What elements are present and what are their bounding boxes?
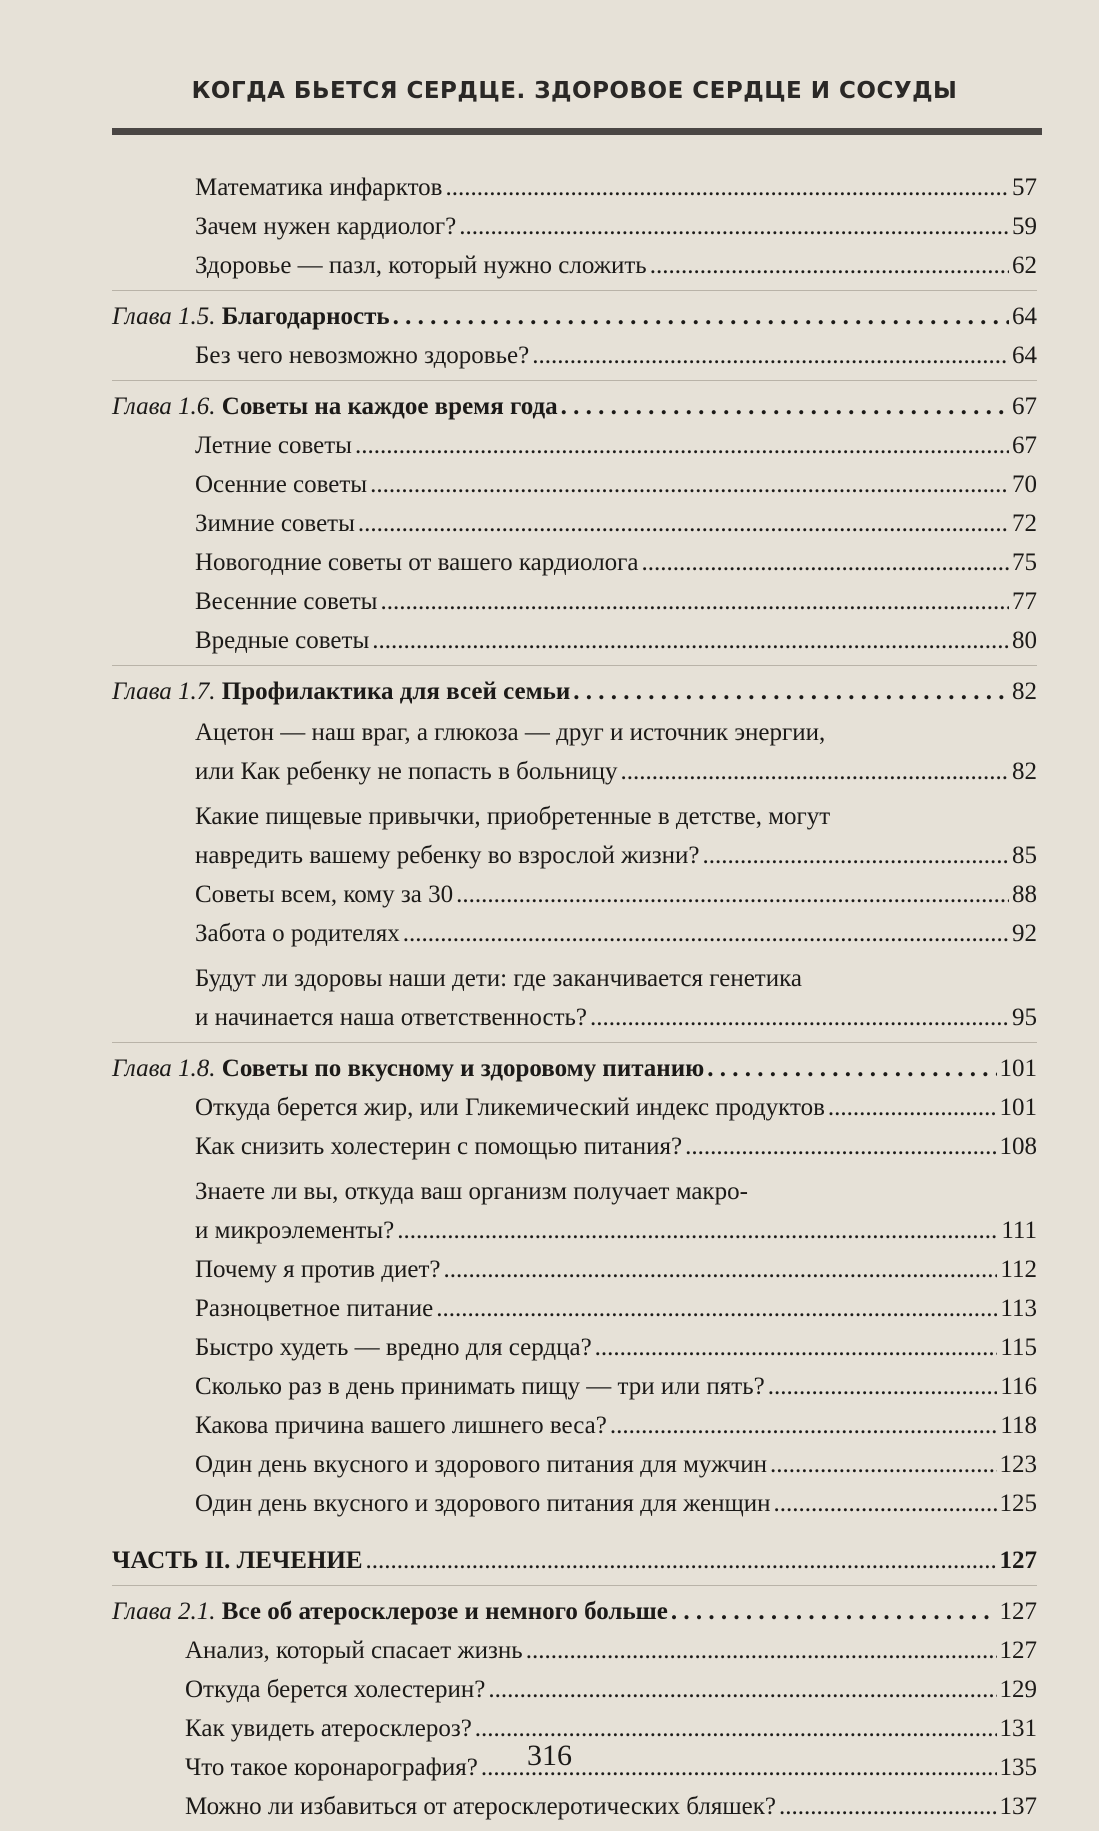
- divider: [112, 290, 1037, 291]
- toc-entry: Забота о родителях ..... 92: [112, 914, 1037, 953]
- running-head: КОГДА БЬЕТСЯ СЕРДЦЕ. ЗДОРОВОЕ СЕРДЦЕ И СОСУДЫ: [191, 78, 958, 104]
- toc-entry: Летние советы ..... 67: [112, 426, 1037, 465]
- toc-entry: Почему я против диет? ..... 112: [112, 1250, 1037, 1289]
- divider: [112, 380, 1037, 381]
- toc-entry: Вредные советы ..... 80: [112, 621, 1037, 660]
- toc-entry: Один день вкусного и здорового питания для мужчин ..... 123: [112, 1445, 1037, 1484]
- toc-chapter: Глава 1.7. Профилактика для всей семьи . . . 82: [112, 672, 1037, 711]
- toc-entry: Новогодние советы от вашего кардиолога ..... 75: [112, 543, 1037, 582]
- toc-entry: Анализ, который спасает жизнь ..... 127: [112, 1631, 1037, 1670]
- toc-entry-multiline: Какие пищевые привычки, приобретенные в детстве, могут навредить вашему ребенку во взрослой жизни? ..... 85: [112, 797, 1037, 875]
- toc-chapter: Глава 2.1. Все об атеросклерозе и немного больше . . . 127: [112, 1592, 1037, 1631]
- toc-entry: Разноцветное питание ..... 113: [112, 1289, 1037, 1328]
- toc-entry: Здоровье — пазл, который нужно сложить ..... 62: [112, 246, 1037, 285]
- toc-entry-multiline: Знаете ли вы, откуда ваш организм получает макро- и микроэлементы? ..... 111: [112, 1172, 1037, 1250]
- toc-entry: Быстро худеть — вредно для сердца? ..... 115: [112, 1328, 1037, 1367]
- toc-entry: Какова причина вашего лишнего веса? ..... 118: [112, 1406, 1037, 1445]
- toc-entry: Откуда берется холестерин? ..... 129: [112, 1670, 1037, 1709]
- toc-entry: Зимние советы ..... 72: [112, 504, 1037, 543]
- toc-chapter: Глава 1.8. Советы по вкусному и здоровому питанию . . . 101: [112, 1049, 1037, 1088]
- toc-entry-multiline: Будут ли здоровы наши дети: где заканчивается генетика и начинается наша ответственность? ..... 95: [112, 959, 1037, 1037]
- toc-entry: Что такое коронарография? ..... 135: [112, 1748, 1037, 1787]
- toc-chapter: Глава 1.5. Благодарность . . . 64: [112, 297, 1037, 336]
- toc-entry: Можно ли избавиться от атеросклеротических бляшек? ..... 137: [112, 1787, 1037, 1826]
- toc-entry: Один день вкусного и здорового питания для женщин ..... 125: [112, 1484, 1037, 1523]
- page-number: 316: [527, 1739, 572, 1772]
- header-rule: [112, 128, 1042, 135]
- toc-entry: Осенние советы ..... 70: [112, 465, 1037, 504]
- toc-entry: Математика инфарктов ..... 57: [112, 168, 1037, 207]
- toc-entry: Советы всем, кому за 30 ..... 88: [112, 875, 1037, 914]
- toc-entry: Как увидеть атеросклероз? ..... 131: [112, 1709, 1037, 1748]
- toc-entry-multiline: Ацетон — наш враг, а глюкоза — друг и источник энергии, или Как ребенку не попасть в больницу ..... 82: [112, 713, 1037, 791]
- divider: [112, 665, 1037, 666]
- toc-entry: Весенние советы ..... 77: [112, 582, 1037, 621]
- toc-entry: Зачем нужен кардиолог? ..... 59: [112, 207, 1037, 246]
- toc-part: ЧАСТЬ II. ЛЕЧЕНИЕ ..... 127: [112, 1541, 1037, 1580]
- toc-entry: Без чего невозможно здоровье? ..... 64: [112, 336, 1037, 375]
- table-of-contents: [112, 168, 1037, 1826]
- toc-entry: Как снизить холестерин с помощью питания? ..... 108: [112, 1127, 1037, 1166]
- divider: [112, 1585, 1037, 1586]
- toc-chapter: Глава 1.6. Советы на каждое время года . . . 67: [112, 387, 1037, 426]
- toc-entry: Сколько раз в день принимать пищу — три или пять? ..... 116: [112, 1367, 1037, 1406]
- divider: [112, 1042, 1037, 1043]
- toc-entry: Откуда берется жир, или Гликемический индекс продуктов ..... 101: [112, 1088, 1037, 1127]
